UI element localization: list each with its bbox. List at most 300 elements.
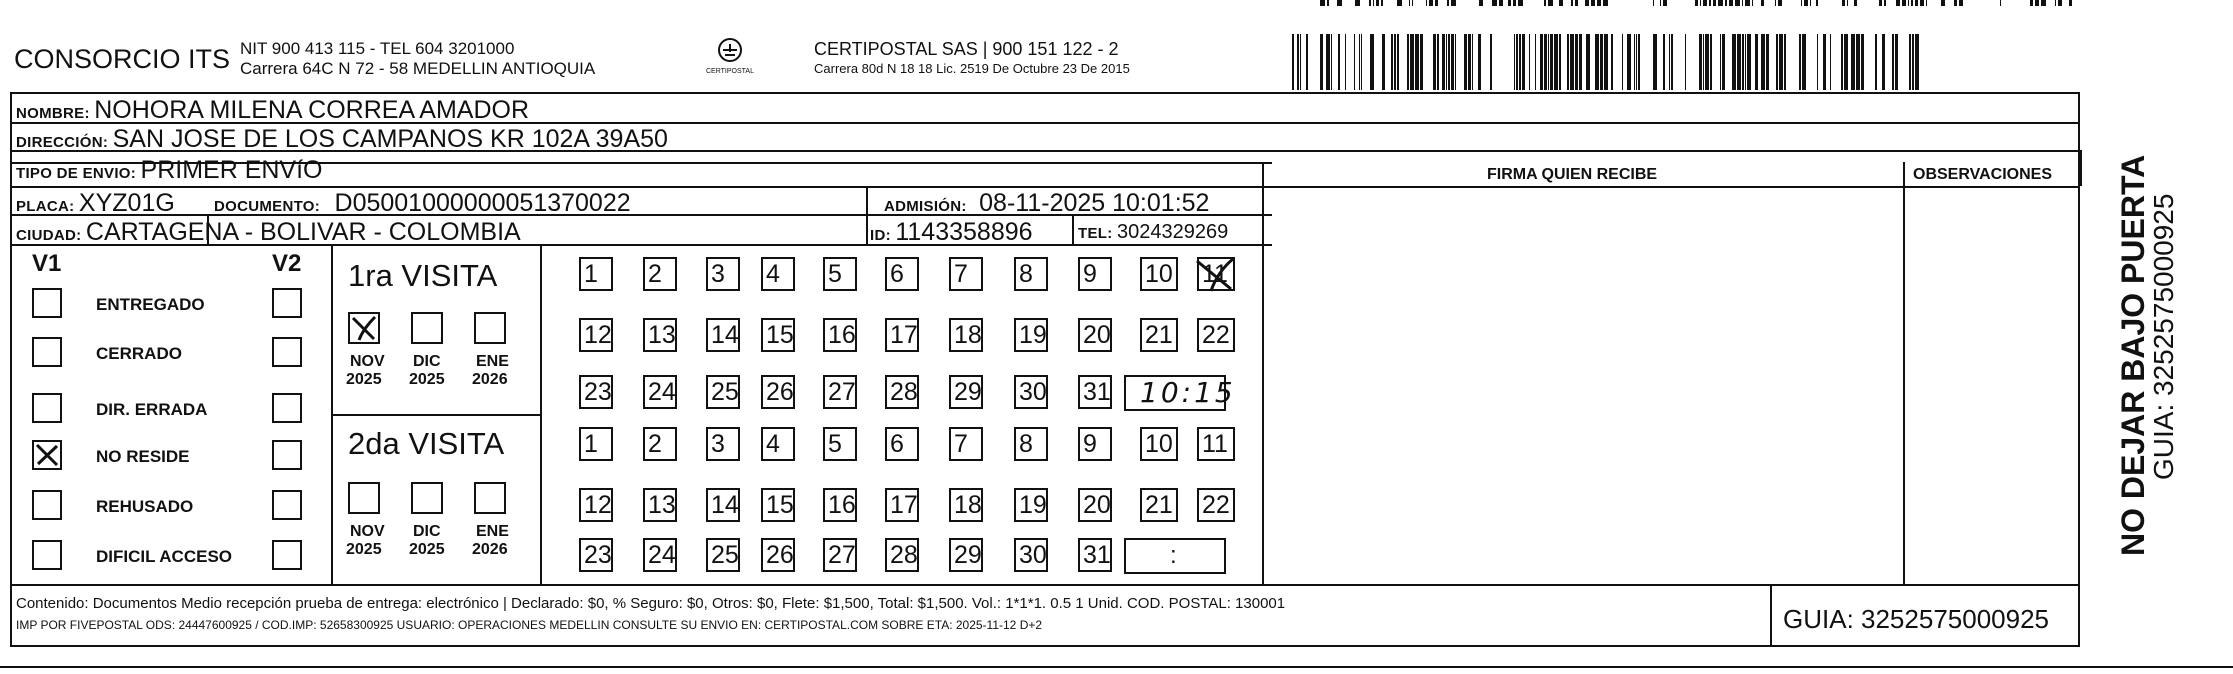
barcode-bar [1433, 34, 1436, 90]
barcode-bar [1908, 0, 1909, 6]
barcode-bar [1742, 0, 1743, 6]
barcode-bar [1884, 0, 1886, 6]
barcode-bar [1742, 34, 1744, 90]
visit1-day-box[interactable]: 27 [823, 375, 857, 409]
barcode-bar [1695, 0, 1698, 6]
visit2-day-box[interactable]: 30 [1014, 538, 1048, 572]
barcode-bar [1585, 0, 1589, 6]
visit1-day-box[interactable]: 8 [1014, 257, 1048, 291]
barcode-bar [1713, 0, 1716, 6]
nombre-value: NOHORA MILENA CORREA AMADOR [94, 96, 530, 124]
visit2-day-box[interactable]: 17 [885, 488, 919, 522]
visit1-year-label: 2026 [472, 371, 508, 388]
barcode-bar [1437, 34, 1439, 90]
visit2-time-box[interactable] [1124, 538, 1226, 574]
barcode-bar [1830, 34, 1831, 90]
barcode-bar [1570, 34, 1574, 90]
barcode-bar [2041, 0, 2046, 6]
company-nit: NIT 900 413 115 - TEL 604 3201000 [240, 39, 515, 58]
visit1-day-box[interactable]: 26 [761, 375, 795, 409]
barcode-bar [1479, 0, 1483, 6]
visit2-day-box[interactable]: 10 [1140, 427, 1178, 461]
barcode-bar [1718, 0, 1723, 6]
visit2-day-box[interactable]: 4 [761, 427, 795, 461]
barcode-bar [2069, 0, 2072, 6]
barcode-bar [1579, 34, 1582, 90]
barcode-bar [1373, 0, 1374, 6]
barcode-bar [1622, 34, 1623, 90]
barcode-bar [1895, 34, 1898, 90]
visit1-day-box[interactable]: 22 [1197, 318, 1235, 352]
firma-area[interactable] [1266, 188, 1900, 582]
barcode-bar [1761, 34, 1765, 90]
barcode-bar [1540, 34, 1543, 90]
barcode-bar [1603, 0, 1608, 6]
visit1-time-box[interactable] [1124, 375, 1236, 411]
barcode-bar [1747, 34, 1751, 90]
status-option-label: ENTREGADO [96, 295, 205, 314]
barcode-bar [1571, 0, 1573, 6]
visit1-month-checkbox[interactable] [348, 312, 380, 344]
footer-content: Contenido: Documentos Medio recepción prueba de entrega: electrónico | Declarado: $0, % Seguro: $0, Otros: $0, Flete: $1,500, Total: $1,500. Vol.: 1*1*1. 0.5 1 Unid. COD. POSTAL: 130001 [16, 595, 1286, 612]
barcode-bar [1703, 34, 1704, 90]
firma-header: FIRMA QUIEN RECIBE [1487, 166, 1658, 183]
barcode-bar [1370, 34, 1374, 90]
status-option-label: CERRADO [96, 344, 182, 363]
barcode-bar [1799, 34, 1801, 90]
visit1-day-box[interactable]: 25 [706, 375, 740, 409]
v1-checkbox[interactable] [32, 490, 62, 520]
barcode-bar [1355, 0, 1360, 6]
barcode-bar [1892, 34, 1894, 90]
barcode-bar [1766, 34, 1769, 90]
barcode-bar [1669, 34, 1670, 90]
company-name: CONSORCIO ITS [14, 44, 231, 74]
barcode-bar [1409, 0, 1410, 6]
status-option-label: REHUSADO [96, 497, 194, 516]
barcode-bar [1394, 34, 1396, 90]
barcode-bar [1802, 34, 1806, 90]
barcode-bar [1775, 0, 1776, 6]
visit2-day-box[interactable]: 5 [823, 427, 857, 461]
barcode-bar [1737, 34, 1741, 90]
barcode-bar [1591, 0, 1595, 6]
visit1-day-box[interactable]: 1 [579, 257, 613, 291]
barcode-bar [1745, 34, 1746, 90]
check-mark-icon [350, 314, 378, 342]
barcode-bar [1448, 34, 1450, 90]
barcode-bar [1663, 34, 1665, 90]
barcode-bar [1369, 0, 1371, 6]
v1-checkbox[interactable] [32, 440, 62, 470]
side-guia: GUIA: 3252575000925 [2148, 193, 2179, 480]
barcode-bar [1861, 34, 1864, 90]
tel-value: 3024329269 [1116, 221, 1229, 243]
barcode-bar [1595, 34, 1599, 90]
barcode-bar [1779, 34, 1783, 90]
barcode-bar [1554, 34, 1558, 90]
barcode-bar [1653, 0, 1654, 6]
barcode-bar [1810, 0, 1811, 6]
barcode-bar [1725, 0, 1727, 6]
barcode-bar [1604, 34, 1608, 90]
barcode-bar [1544, 34, 1547, 90]
status-option-label: DIFICIL ACCESO [96, 547, 233, 566]
v2-header: V2 [272, 250, 302, 277]
visit2-day-box[interactable]: 15 [761, 488, 795, 522]
visit1-year-label: 2025 [409, 371, 445, 388]
barcode-bar [1735, 0, 1740, 6]
barcode-bar [1875, 34, 1877, 90]
visit2-month-checkbox[interactable] [348, 482, 380, 514]
footer-imp: IMP POR FIVEPOSTAL ODS: 24447600925 / COD.IMP: 52658300925 USUARIO: OPERACIONES MEDELLIN CONSULTE SU ENVIO EN: CERTIPOSTAL.COM SOBRE ETA: 2025-11-12 D+2 [16, 618, 1043, 632]
barcode-bar [1338, 34, 1340, 90]
barcode-bar [1586, 34, 1590, 90]
certipostal-nit: CERTIPOSTAL SAS | 900 151 122 - 2 [814, 39, 1119, 59]
visit1-day-box[interactable]: 19 [1014, 318, 1048, 352]
barcode-bar [1703, 0, 1707, 6]
barcode-bar [1519, 34, 1521, 90]
barcode-bar [1508, 0, 1511, 6]
barcode-bar [1359, 34, 1360, 90]
day-check-mark-icon [1193, 255, 1237, 295]
visit2-day-box[interactable]: 6 [885, 427, 919, 461]
barcode-bar [1550, 34, 1553, 90]
barcode-bar [1720, 34, 1721, 90]
visit2-time-value: : [1170, 542, 1177, 569]
visit2-day-box[interactable]: 11 [1197, 427, 1235, 461]
visit1-day-box[interactable]: 5 [823, 257, 857, 291]
barcode-bar [1320, 34, 1323, 90]
visit1-month-label: DIC [413, 353, 441, 370]
barcode-bar [1705, 34, 1709, 90]
barcode-bar [2000, 0, 2001, 6]
barcode-bar [1801, 0, 1802, 6]
barcode-bar [1847, 0, 1848, 6]
barcode-bar [1710, 34, 1712, 90]
barcode-bar [1446, 34, 1447, 90]
visit2-day-box[interactable]: 29 [949, 538, 983, 572]
visit2-day-box[interactable]: 16 [823, 488, 857, 522]
barcode-bar [1816, 0, 1818, 6]
visit1-day-box[interactable]: 2 [643, 257, 677, 291]
ciudad-label: CIUDAD: [16, 227, 82, 244]
barcode-bar [1752, 0, 1753, 6]
barcode-bar [1597, 0, 1601, 6]
barcode-bar [1426, 0, 1427, 6]
visit1-day-box[interactable]: 14 [706, 318, 740, 352]
certipostal-logo-icon [700, 36, 760, 82]
visit2-day-box[interactable]: 23 [579, 538, 613, 572]
barcode-bar [1522, 34, 1525, 90]
barcode-bar [1478, 34, 1481, 90]
visit2-title: 2da VISITA [348, 426, 505, 461]
barcode-bar [1455, 34, 1456, 90]
v1-checkbox[interactable] [32, 288, 62, 318]
barcode-bar [1575, 34, 1578, 90]
barcode-bar [1902, 0, 1906, 6]
barcode-bar [1784, 34, 1786, 90]
nombre-label: NOMBRE: [16, 105, 90, 122]
barcode-bar [1842, 0, 1845, 6]
visit1-day-box[interactable]: 10 [1140, 257, 1178, 291]
visit1-day-box[interactable]: 13 [643, 318, 677, 352]
visit2-day-box[interactable]: 13 [643, 488, 677, 522]
visit1-month-checkbox[interactable] [474, 312, 506, 344]
barcode-bar [1326, 34, 1330, 90]
barcode-bar [1559, 0, 1563, 6]
visit1-day-box[interactable]: 15 [761, 318, 795, 352]
v2-checkbox[interactable] [272, 490, 302, 520]
visit2-day-box[interactable]: 24 [643, 538, 677, 572]
barcode-bar [1292, 34, 1294, 90]
barcode-bar [1896, 0, 1900, 6]
barcode-bar [1327, 0, 1329, 6]
barcode-bar [1636, 34, 1637, 90]
visit2-year-label: 2026 [472, 541, 508, 558]
barcode-bar [1472, 34, 1473, 90]
visit2-month-label: NOV [350, 523, 385, 540]
barcode-bar [1761, 0, 1764, 6]
tipo-envio-value: PRIMER ENVíO [140, 156, 323, 184]
barcode-bar [2035, 0, 2039, 6]
status-option-label: NO RESIDE [96, 447, 190, 466]
barcode-bar [1391, 34, 1393, 90]
barcode-bar [1634, 34, 1635, 90]
visit2-day-box[interactable]: 28 [885, 538, 919, 572]
v1-checkbox[interactable] [32, 540, 62, 570]
barcode-bar [1755, 34, 1758, 90]
visit1-day-box[interactable]: 31 [1078, 375, 1112, 409]
barcode-bar [1915, 34, 1919, 90]
visit2-day-box[interactable]: 1 [579, 427, 613, 461]
barcode-bar [1559, 34, 1561, 90]
barcode-bar [2058, 0, 2062, 6]
v1-checkbox[interactable] [32, 393, 62, 423]
barcode-bar [1468, 34, 1471, 90]
side-warning: NO DEJAR BAJO PUERTA [2115, 154, 2151, 556]
visit2-day-box[interactable]: 19 [1014, 488, 1048, 522]
visit2-month-label: ENE [476, 523, 509, 540]
visit1-day-box[interactable]: 7 [949, 257, 983, 291]
barcode-bar [1410, 34, 1414, 90]
visit1-title: 1ra VISITA [348, 258, 498, 293]
visit2-day-box[interactable]: 20 [1078, 488, 1112, 522]
visit1-day-box[interactable]: 6 [885, 257, 919, 291]
barcode-bar [1420, 34, 1423, 90]
barcode-bar [1804, 0, 1808, 6]
barcode-bar [1429, 0, 1433, 6]
visit2-day-box[interactable]: 27 [823, 538, 857, 572]
v2-checkbox[interactable] [272, 288, 302, 318]
barcode-bar [1823, 34, 1826, 90]
visit1-day-box[interactable]: 9 [1078, 257, 1112, 291]
barcode-bar [1451, 0, 1456, 6]
barcode-bar [1297, 34, 1299, 90]
visit1-day-box[interactable]: 11 [1197, 257, 1235, 291]
barcode-bar [1397, 34, 1399, 90]
visit1-year-label: 2025 [346, 371, 382, 388]
barcode-bar [1729, 0, 1733, 6]
placa-value: XYZ01G [78, 189, 175, 217]
barcode-bar [1745, 0, 1750, 6]
visit2-day-box[interactable]: 26 [761, 538, 795, 572]
v2-checkbox[interactable] [272, 440, 302, 470]
barcode-bar [1660, 0, 1661, 6]
barcode-bar [1854, 0, 1857, 6]
barcode-bar [1817, 34, 1818, 90]
barcode-bar [1518, 0, 1523, 6]
barcode-bar [1381, 0, 1383, 6]
visit1-day-box[interactable]: 3 [706, 257, 740, 291]
barcode-bar [1700, 0, 1701, 6]
barcode-bar [1912, 34, 1914, 90]
barcode-bar [1382, 34, 1385, 90]
barcode-bar [2030, 0, 2033, 6]
barcode-bar [1490, 34, 1492, 90]
status-option-label: DIR. ERRADA [96, 400, 208, 419]
barcode-bar [1435, 0, 1438, 6]
barcode-bar [1941, 0, 1945, 6]
visit1-day-box[interactable]: 12 [579, 318, 613, 352]
barcode-bar [1451, 34, 1454, 90]
barcode-bar [1627, 34, 1631, 90]
v2-checkbox[interactable] [272, 337, 302, 367]
tipo-envio-label: TIPO DE ENVIO: [16, 165, 137, 182]
visit1-day-box[interactable]: 21 [1140, 318, 1178, 352]
visit2-day-box[interactable]: 18 [949, 488, 983, 522]
v1-checkbox[interactable] [32, 337, 62, 367]
visit2-day-box[interactable]: 21 [1140, 488, 1178, 522]
barcode-bar [1663, 0, 1667, 6]
visit2-month-label: DIC [413, 523, 441, 540]
barcode-bar [1548, 34, 1549, 90]
visit1-day-box[interactable]: 29 [949, 375, 983, 409]
observaciones-area[interactable] [1907, 188, 2077, 582]
barcode-bar [1841, 34, 1843, 90]
barcode-bar [1407, 34, 1409, 90]
visit1-day-box[interactable]: 4 [761, 257, 795, 291]
barcode [1292, 34, 1922, 90]
barcode-bar [1954, 0, 1957, 6]
tel-label: TEL: [1078, 225, 1113, 242]
barcode-bar [1544, 0, 1546, 6]
barcode-bar [1361, 34, 1362, 90]
visit1-month-label: ENE [476, 353, 509, 370]
visit2-day-box[interactable]: 3 [706, 427, 740, 461]
barcode-bar [1879, 0, 1882, 6]
barcode-bar [1513, 0, 1516, 6]
visit2-year-label: 2025 [346, 541, 382, 558]
barcode-bar [1320, 0, 1325, 6]
ciudad-value: CARTAGENA - BOLIVAR - COLOMBIA [85, 218, 521, 246]
barcode-bar [1337, 0, 1342, 6]
barcode-bar [1514, 34, 1515, 90]
company-address: Carrera 64C N 72 - 58 MEDELLIN ANTIOQUIA [240, 59, 596, 78]
visit2-month-checkbox[interactable] [411, 482, 443, 514]
visit1-day-box[interactable]: 17 [885, 318, 919, 352]
barcode-bar [1499, 0, 1503, 6]
visit1-time-value: 10:15 [1140, 376, 1236, 409]
visit2-month-checkbox[interactable] [474, 482, 506, 514]
barcode-bar [1397, 0, 1402, 6]
barcode-bar [1926, 0, 1927, 6]
barcode-bar [1412, 0, 1413, 6]
visit2-day-box[interactable]: 25 [706, 538, 740, 572]
barcode-bar [1529, 34, 1530, 90]
visit1-day-box[interactable]: 18 [949, 318, 983, 352]
certipostal-license: Carrera 80d N 18 18 Lic. 2519 De Octubre 23 De 2015 [814, 61, 1130, 76]
barcode-bar [1548, 0, 1553, 6]
visit2-day-box[interactable]: 22 [1197, 488, 1235, 522]
visit1-day-box[interactable]: 24 [643, 375, 677, 409]
barcode-bar [1492, 0, 1497, 6]
barcode-bar [1575, 0, 1578, 6]
visit2-day-box[interactable]: 12 [579, 488, 613, 522]
visit2-year-label: 2025 [409, 541, 445, 558]
observaciones-header: OBSERVACIONES [1913, 166, 2052, 183]
visit1-month-label: NOV [350, 353, 385, 370]
placa-label: PLACA: [16, 198, 75, 215]
barcode-bar [1300, 34, 1301, 90]
barcode-bar [1920, 0, 1924, 6]
barcode-bar [1306, 34, 1308, 90]
visit1-day-box[interactable]: 30 [1014, 375, 1048, 409]
visit2-day-box[interactable]: 8 [1014, 427, 1048, 461]
id-label: ID: [870, 227, 891, 244]
barcode-bar [1447, 0, 1449, 6]
barcode-bar [1331, 34, 1332, 90]
barcode-bar [1778, 0, 1782, 6]
admision-label: ADMISIÓN: [884, 198, 967, 215]
v1-header: V1 [32, 250, 62, 277]
visit2-day-box[interactable]: 2 [643, 427, 677, 461]
barcode-bar [1732, 34, 1736, 90]
admision-value: 08-11-2025 10:01:52 [979, 189, 1210, 217]
barcode-bar [1856, 34, 1860, 90]
direccion-label: DIRECCIÓN: [16, 134, 109, 151]
logo-caption: CERTIPOSTAL [706, 68, 754, 75]
visit1-month-checkbox[interactable] [411, 312, 443, 344]
visit2-day-box[interactable]: 14 [706, 488, 740, 522]
visit2-day-box[interactable]: 9 [1078, 427, 1112, 461]
barcode-fragment [1292, 0, 2072, 8]
barcode-bar [2055, 0, 2056, 6]
barcode-bar [1653, 34, 1657, 90]
barcode-bar [1354, 34, 1355, 90]
visit1-day-box[interactable]: 28 [885, 375, 919, 409]
barcode-bar [1722, 34, 1725, 90]
barcode-bar [1535, 34, 1536, 90]
visit1-day-box[interactable]: 20 [1078, 318, 1112, 352]
v2-checkbox[interactable] [272, 540, 302, 570]
direccion-value: SAN JOSE DE LOS CAMPANOS KR 102A 39A50 [112, 125, 668, 153]
visit1-day-box[interactable]: 16 [823, 318, 857, 352]
visit2-day-box[interactable]: 31 [1078, 538, 1112, 572]
barcode-bar [1851, 34, 1855, 90]
barcode-bar [1699, 34, 1702, 90]
barcode-bar [1442, 34, 1445, 90]
barcode-bar [1671, 34, 1673, 90]
barcode-bar [1600, 34, 1603, 90]
check-mark-icon [34, 442, 60, 468]
barcode-bar [1915, 0, 1918, 6]
v2-checkbox[interactable] [272, 393, 302, 423]
barcode-bar [1909, 34, 1911, 90]
visit1-day-box[interactable]: 23 [579, 375, 613, 409]
visit2-day-box[interactable]: 7 [949, 427, 983, 461]
barcode-bar [1844, 34, 1848, 90]
